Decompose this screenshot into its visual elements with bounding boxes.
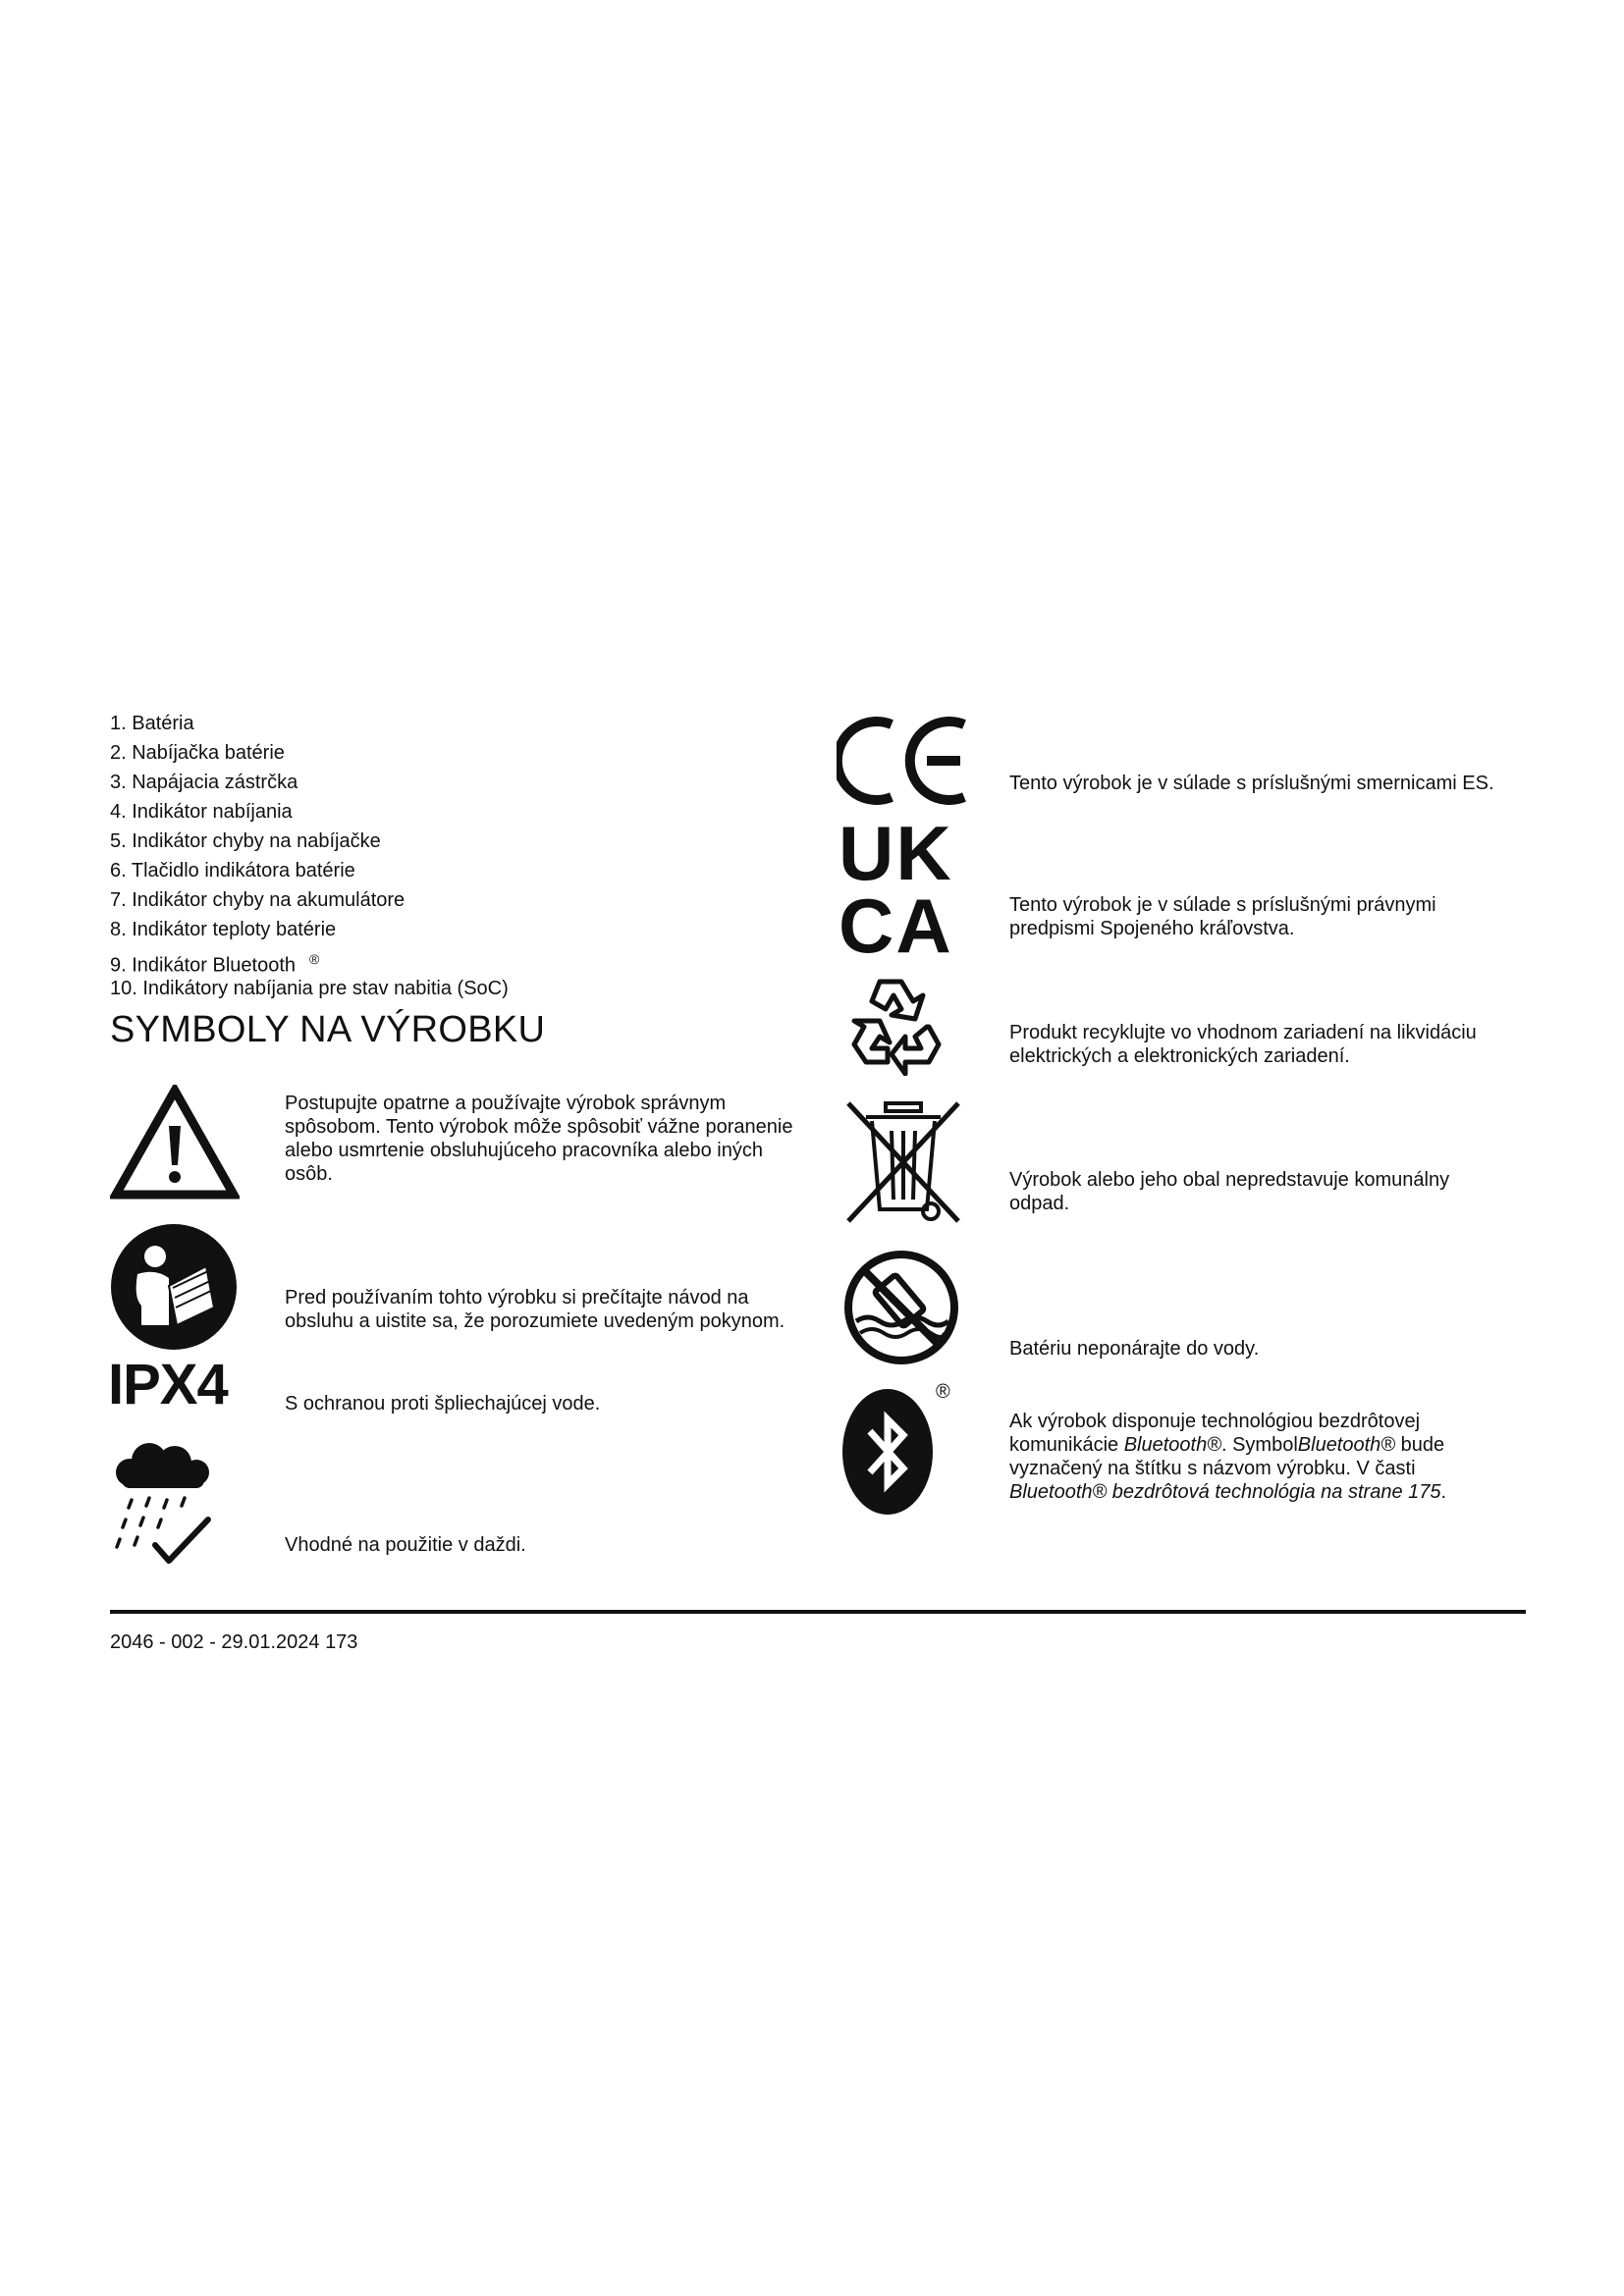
list-item: 2. Nabíjačka batérie bbox=[110, 742, 285, 764]
list-item: 8. Indikátor teploty batérie bbox=[110, 919, 337, 940]
list-item: 7. Indikátor chyby na akumulátore bbox=[110, 889, 406, 911]
ce-mark-icon bbox=[837, 715, 972, 807]
ukca-line-1: UK bbox=[839, 810, 953, 896]
read-manual-icon bbox=[110, 1223, 238, 1351]
weee-text: Výrobok alebo jeho obal nepredstavuje komunálny odpad. bbox=[1009, 1169, 1450, 1214]
list-item: 5. Indikátor chyby na nabíjačke bbox=[110, 830, 381, 852]
list-item: 1. Batéria bbox=[110, 713, 194, 734]
warning-text: Postupujte opatrne a používajte výrobok správnym spôsobom. Tento výrobok môže spôsobiť vážne poranenie alebo usmrtenie obsluhujúceho pracovníka alebo iných osôb. bbox=[285, 1093, 793, 1185]
rain-text: Vhodné na použitie v daždi. bbox=[285, 1534, 526, 1556]
manual-text: Pred používaním tohto výrobku si prečítajte návod na obsluhu a uistite sa, že porozumiete uvedeným pokynom. bbox=[285, 1287, 785, 1332]
bluetooth-text bbox=[1009, 1410, 1481, 1504]
warning-icon bbox=[110, 1085, 240, 1201]
rain-icon bbox=[110, 1443, 220, 1569]
parts-list bbox=[110, 709, 797, 1003]
recycle-icon bbox=[840, 968, 952, 1076]
bt-text-2: . Symbol bbox=[1220, 1434, 1298, 1456]
water-text: Batériu neponárajte do vody. bbox=[1009, 1338, 1260, 1360]
ipx-text: S ochranou proti špliechajúcej vode. bbox=[285, 1393, 601, 1415]
list-item: 4. Indikátor nabíjania bbox=[110, 801, 293, 823]
bluetooth-registered-mark: ® bbox=[936, 1381, 950, 1403]
no-water-icon bbox=[842, 1249, 960, 1366]
registered-mark: ® bbox=[309, 951, 320, 967]
ce-text: Tento výrobok je v súlade s príslušnými smernicami ES. bbox=[1009, 773, 1494, 794]
page-footer: 2046 - 002 - 29.01.2024 173 bbox=[110, 1631, 358, 1653]
ipx4-icon: IPX4 bbox=[108, 1353, 228, 1416]
list-item: 10. Indikátory nabíjania pre stav nabitia (SoC) bbox=[110, 978, 509, 999]
list-item-bluetooth bbox=[110, 944, 797, 977]
bt-italic-2: Bluetooth® bbox=[1297, 1434, 1396, 1456]
section-title: SYMBOLY NA VÝROBKU bbox=[110, 1009, 546, 1050]
bt-italic-1: Bluetooth® bbox=[1123, 1434, 1221, 1456]
bt-text-4: . bbox=[1440, 1481, 1447, 1503]
ukca-icon bbox=[839, 810, 976, 969]
bt-italic-3: Bluetooth® bezdrôtová technológia na strane 175 bbox=[1009, 1481, 1441, 1503]
list-item-label: 9. Indikátor Bluetooth bbox=[110, 954, 297, 977]
weee-bin-icon bbox=[840, 1097, 966, 1227]
ukca-text: Tento výrobok je v súlade s príslušnými právnymi predpismi Spojeného kráľovstva. bbox=[1009, 894, 1436, 939]
recycle-text: Produkt recyklujte vo vhodnom zariadení na likvidáciu elektrických a elektronických zariadení. bbox=[1009, 1022, 1477, 1067]
footer-divider bbox=[110, 1610, 1526, 1614]
list-item: 3. Napájacia zástrčka bbox=[110, 772, 298, 793]
bt-text-3: bude vyznačený na štítku s názvom výrobku. V časti bbox=[1009, 1434, 1445, 1479]
bt-text-1: Ak výrobok disponuje technológiou bezdrôtovej komunikácie bbox=[1009, 1411, 1421, 1456]
ukca-line-2: CA bbox=[839, 882, 953, 969]
list-item: 6. Tlačidlo indikátora batérie bbox=[110, 860, 355, 881]
bluetooth-icon bbox=[840, 1386, 935, 1518]
